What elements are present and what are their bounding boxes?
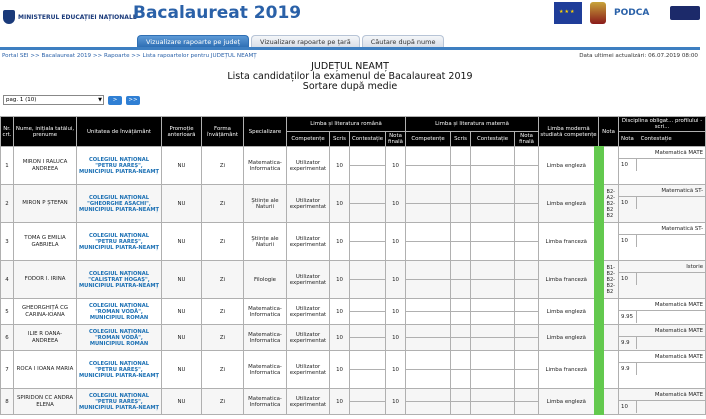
mat-competence bbox=[406, 325, 451, 351]
discipline-grade: 9.95 bbox=[619, 311, 637, 323]
discipline-name: Matematică ST- bbox=[619, 223, 705, 235]
col-modern-language: Limba modernă studiată competențe bbox=[539, 117, 599, 147]
mat-competence bbox=[406, 389, 451, 415]
report-titles bbox=[0, 62, 700, 92]
ro-competence: Utilizator experimentat bbox=[287, 299, 330, 325]
breadcrumb-bar bbox=[0, 50, 700, 61]
ro-competence: Utilizator experimentat bbox=[287, 223, 330, 261]
specialization: Filologie bbox=[244, 261, 287, 299]
mat-competence bbox=[406, 351, 451, 389]
col-discipline: Disciplina obligat... profilului - scri... bbox=[619, 117, 706, 132]
mat-written-grade bbox=[451, 389, 471, 415]
pager bbox=[0, 94, 700, 106]
row-nr: 7 bbox=[1, 351, 14, 389]
discipline-cell bbox=[619, 325, 706, 351]
discipline-grade: 10 bbox=[619, 159, 637, 171]
col-form: Forma învățământ bbox=[202, 117, 244, 147]
last-update: Data ultimei actualizări: 06.07.2019 08:00 bbox=[579, 52, 698, 59]
discipline-grade: 9.9 bbox=[619, 337, 637, 349]
col-disc-subheaders: Nota Contestație bbox=[619, 132, 706, 147]
discipline-name: Matematică MATE bbox=[619, 299, 705, 311]
row-nr: 5 bbox=[1, 299, 14, 325]
previous-promotion: NU bbox=[162, 261, 202, 299]
discipline-name: Matematică MATE bbox=[619, 325, 705, 337]
tab-bar bbox=[0, 36, 700, 50]
results-table-wrap bbox=[0, 116, 704, 419]
candidate-name: ROCA I IOANA MARIA bbox=[14, 351, 77, 389]
ro-final-grade: 10 bbox=[386, 351, 406, 389]
row-nr: 6 bbox=[1, 325, 14, 351]
language-grades bbox=[599, 351, 619, 389]
specialization: Matematica-Informatica bbox=[244, 147, 287, 185]
mat-appeal bbox=[471, 223, 515, 261]
ro-written-grade: 10 bbox=[330, 325, 350, 351]
language-grades bbox=[599, 389, 619, 415]
modern-language: Limba franceză bbox=[539, 261, 599, 299]
modern-language: Limba engleză bbox=[539, 299, 599, 325]
modern-language: Limba engleză bbox=[539, 325, 599, 351]
education-form: Zi bbox=[202, 299, 244, 325]
ro-appeal bbox=[350, 325, 386, 351]
previous-promotion: NU bbox=[162, 389, 202, 415]
ro-appeal bbox=[350, 261, 386, 299]
tab-name-search[interactable]: Căutare după nume bbox=[362, 35, 445, 47]
col-romana: Limba și literatura română bbox=[287, 117, 406, 132]
col-nota: Nota bbox=[599, 117, 619, 147]
col-nr: Nr. crt. bbox=[1, 117, 14, 147]
results-table bbox=[0, 116, 706, 415]
education-form: Zi bbox=[202, 185, 244, 223]
candidate-name: FODOR I. IRINA bbox=[14, 261, 77, 299]
mat-appeal bbox=[471, 147, 515, 185]
discipline-cell bbox=[619, 389, 706, 415]
col-ro-nota-finala: Nota finală bbox=[386, 132, 406, 147]
school-link[interactable]: COLEGIUL NAȚIONAL "ROMAN VODĂ", MUNICIPIUL ROMAN bbox=[77, 325, 162, 351]
modern-language: Limba franceză bbox=[539, 223, 599, 261]
ro-final-grade: 10 bbox=[386, 299, 406, 325]
row-nr: 4 bbox=[1, 261, 14, 299]
ro-final-grade: 10 bbox=[386, 261, 406, 299]
mat-competence bbox=[406, 299, 451, 325]
previous-promotion: NU bbox=[162, 147, 202, 185]
modern-language: Limba engleză bbox=[539, 389, 599, 415]
language-grades bbox=[599, 147, 619, 185]
ro-written-grade: 10 bbox=[330, 185, 350, 223]
school-link[interactable]: COLEGIUL NAȚIONAL "CALISTRAT HOGAȘ", MUNICIPIUL PIATRA-NEAMȚ bbox=[77, 261, 162, 299]
candidate-name: SPIRIDON CC ANDRA ELENA bbox=[14, 389, 77, 415]
mat-final-grade bbox=[515, 389, 539, 415]
language-grades: B2- A2- B2- B2 B2 bbox=[599, 185, 619, 223]
ro-appeal bbox=[350, 185, 386, 223]
tab-county-reports[interactable]: Vizualizare rapoarte pe județ bbox=[137, 35, 249, 47]
specialization: Matematica-Informatica bbox=[244, 325, 287, 351]
previous-promotion: NU bbox=[162, 223, 202, 261]
specialization: Matematica-Informatica bbox=[244, 351, 287, 389]
breadcrumb[interactable]: Portal SEI >> Bacalaureat 2019 >> Rapoarte >> Lista rapoartelor pentru JUDEȚUL NEAMȚ bbox=[2, 52, 257, 59]
col-promo: Promoție anterioară bbox=[162, 117, 202, 147]
county-title: JUDEȚUL NEAMȚ bbox=[311, 61, 389, 72]
discipline-grade: 10 bbox=[619, 273, 637, 285]
fse-logo bbox=[670, 6, 700, 20]
col-ro-competente: Competențe bbox=[287, 132, 330, 147]
mat-written-grade bbox=[451, 351, 471, 389]
specialization: Științe ale Naturii bbox=[244, 185, 287, 223]
ro-final-grade: 10 bbox=[386, 325, 406, 351]
mat-final-grade bbox=[515, 147, 539, 185]
mat-appeal bbox=[471, 389, 515, 415]
mat-written-grade bbox=[451, 261, 471, 299]
education-form: Zi bbox=[202, 261, 244, 299]
discipline-name: Matematică ST- bbox=[619, 185, 705, 197]
table-row bbox=[1, 223, 706, 261]
candidate-name: TOMA G EMILIA GABRIELA bbox=[14, 223, 77, 261]
mat-written-grade bbox=[451, 223, 471, 261]
discipline-grade: 10 bbox=[619, 401, 637, 413]
specialization: Științe ale Naturii bbox=[244, 223, 287, 261]
col-materna: Limba și literatura maternă bbox=[406, 117, 539, 132]
table-row bbox=[1, 389, 706, 415]
discipline-grade: 10 bbox=[619, 235, 637, 247]
ro-written-grade: 10 bbox=[330, 261, 350, 299]
mat-final-grade bbox=[515, 325, 539, 351]
col-mat-competente: Competențe bbox=[406, 132, 451, 147]
partner-logos bbox=[554, 2, 700, 24]
row-nr: 3 bbox=[1, 223, 14, 261]
ro-competence: Utilizator experimentat bbox=[287, 351, 330, 389]
table-row bbox=[1, 299, 706, 325]
mat-final-grade bbox=[515, 351, 539, 389]
mat-written-grade bbox=[451, 299, 471, 325]
col-mat-nota-finala: Nota finală bbox=[515, 132, 539, 147]
discipline-grade: 9.9 bbox=[619, 363, 637, 375]
ro-written-grade: 10 bbox=[330, 147, 350, 185]
ro-appeal bbox=[350, 147, 386, 185]
mat-written-grade bbox=[451, 147, 471, 185]
row-nr: 2 bbox=[1, 185, 14, 223]
ro-written-grade: 10 bbox=[330, 351, 350, 389]
discipline-cell bbox=[619, 299, 706, 325]
ro-competence: Utilizator experimentat bbox=[287, 389, 330, 415]
ro-competence: Utilizator experimentat bbox=[287, 325, 330, 351]
discipline-name: Matematică MATE bbox=[619, 351, 705, 363]
school-link[interactable]: COLEGIUL NAȚIONAL "GHEORGHE ASACHI", MUNICIPIUL PIATRA-NEAMȚ bbox=[77, 185, 162, 223]
candidate-name: ILIE R OANA-ANDREEA bbox=[14, 325, 77, 351]
specialization: Matematica-Informatica bbox=[244, 389, 287, 415]
mat-appeal bbox=[471, 299, 515, 325]
sort-title: Sortare după medie bbox=[302, 81, 398, 92]
specialization: Matematica-Informatica bbox=[244, 299, 287, 325]
eu-flag-icon bbox=[554, 2, 582, 24]
row-nr: 1 bbox=[1, 147, 14, 185]
school-link[interactable]: COLEGIUL NAȚIONAL "PETRU RAREȘ", MUNICIPIUL PIATRA-NEAMȚ bbox=[77, 351, 162, 389]
mat-competence bbox=[406, 147, 451, 185]
mat-final-grade bbox=[515, 299, 539, 325]
school-link[interactable]: COLEGIUL NAȚIONAL "PETRU RAREȘ", MUNICIPIUL PIATRA-NEAMȚ bbox=[77, 223, 162, 261]
candidate-name: MIRON P ȘTEFAN bbox=[14, 185, 77, 223]
mat-appeal bbox=[471, 261, 515, 299]
table-row bbox=[1, 147, 706, 185]
next-page-button[interactable]: > bbox=[108, 96, 122, 105]
education-form: Zi bbox=[202, 325, 244, 351]
ro-appeal bbox=[350, 223, 386, 261]
modern-language: Limba engleză bbox=[539, 185, 599, 223]
mat-written-grade bbox=[451, 325, 471, 351]
discipline-cell bbox=[619, 147, 706, 185]
school-link[interactable]: COLEGIUL NAȚIONAL "PETRU RAREȘ", MUNICIPIUL PIATRA-NEAMȚ bbox=[77, 389, 162, 415]
language-grades bbox=[599, 299, 619, 325]
col-mat-scris: Scris bbox=[451, 132, 471, 147]
discipline-name: Matematică MATE bbox=[619, 389, 705, 401]
ro-competence: Utilizator experimentat bbox=[287, 147, 330, 185]
ministry-crest-icon bbox=[3, 10, 15, 24]
education-form: Zi bbox=[202, 351, 244, 389]
page-select[interactable]: pag. 1 (10) ▼ bbox=[3, 95, 104, 105]
ro-appeal bbox=[350, 299, 386, 325]
col-spec: Specializare bbox=[244, 117, 287, 147]
col-school: Unitatea de învățământ bbox=[77, 117, 162, 147]
ministry-logo[interactable] bbox=[3, 10, 137, 24]
modern-language: Limba engleză bbox=[539, 147, 599, 185]
modern-language: Limba franceză bbox=[539, 351, 599, 389]
language-grades bbox=[599, 223, 619, 261]
education-form: Zi bbox=[202, 223, 244, 261]
list-title: Lista candidaților la examenul de Bacalaureat 2019 bbox=[227, 71, 473, 82]
education-form: Zi bbox=[202, 389, 244, 415]
ro-written-grade: 10 bbox=[330, 223, 350, 261]
candidate-name: MIRON I RALUCA ANDREEA bbox=[14, 147, 77, 185]
row-nr: 8 bbox=[1, 389, 14, 415]
discipline-grade: 10 bbox=[619, 197, 637, 209]
ro-appeal bbox=[350, 351, 386, 389]
mat-final-grade bbox=[515, 261, 539, 299]
education-form: Zi bbox=[202, 147, 244, 185]
mat-appeal bbox=[471, 185, 515, 223]
col-name: Nume, inițiala tatălui, prenume bbox=[14, 117, 77, 147]
site-header bbox=[0, 0, 700, 36]
ro-competence: Utilizator experimentat bbox=[287, 261, 330, 299]
language-grades bbox=[599, 325, 619, 351]
previous-promotion: NU bbox=[162, 299, 202, 325]
language-grades: B1- B2- B2- B2- B2 bbox=[599, 261, 619, 299]
mat-final-grade bbox=[515, 223, 539, 261]
col-ro-contestatie: Contestație bbox=[350, 132, 386, 147]
candidate-name: GHEORGHIȚĂ CG CARINA-IOANA bbox=[14, 299, 77, 325]
mat-competence bbox=[406, 261, 451, 299]
table-row bbox=[1, 185, 706, 223]
mat-final-grade bbox=[515, 185, 539, 223]
ro-competence: Utilizator experimentat bbox=[287, 185, 330, 223]
ro-written-grade: 10 bbox=[330, 299, 350, 325]
page-title[interactable]: Bacalaureat 2019 bbox=[133, 3, 302, 23]
school-link[interactable]: COLEGIUL NAȚIONAL "ROMAN VODĂ", MUNICIPIUL ROMAN bbox=[77, 299, 162, 325]
previous-promotion: NU bbox=[162, 325, 202, 351]
mat-written-grade bbox=[451, 185, 471, 223]
ro-final-grade: 10 bbox=[386, 389, 406, 415]
podca-logo: PODCA bbox=[614, 8, 650, 18]
table-body bbox=[1, 147, 706, 415]
previous-promotion: NU bbox=[162, 185, 202, 223]
ro-written-grade: 10 bbox=[330, 389, 350, 415]
ro-final-grade: 10 bbox=[386, 223, 406, 261]
table-row bbox=[1, 325, 706, 351]
col-mat-contestatie: Contestație bbox=[471, 132, 515, 147]
school-link[interactable]: COLEGIUL NAȚIONAL "PETRU RAREȘ", MUNICIPIUL PIATRA-NEAMȚ bbox=[77, 147, 162, 185]
ministry-name: MINISTERUL EDUCAȚIEI NAȚIONALE bbox=[18, 13, 137, 21]
header-row bbox=[1, 117, 706, 132]
previous-promotion: NU bbox=[162, 351, 202, 389]
ro-appeal bbox=[350, 389, 386, 415]
discipline-cell bbox=[619, 223, 706, 261]
government-crest-icon bbox=[590, 2, 606, 24]
discipline-cell bbox=[619, 261, 706, 299]
mat-competence bbox=[406, 185, 451, 223]
mat-appeal bbox=[471, 351, 515, 389]
discipline-cell bbox=[619, 351, 706, 389]
mat-competence bbox=[406, 223, 451, 261]
last-page-button[interactable]: >> bbox=[126, 96, 140, 105]
mat-appeal bbox=[471, 325, 515, 351]
ro-final-grade: 10 bbox=[386, 185, 406, 223]
table-row bbox=[1, 351, 706, 389]
ro-final-grade: 10 bbox=[386, 147, 406, 185]
col-ro-scris: Scris bbox=[330, 132, 350, 147]
discipline-name: Matematică MATE bbox=[619, 147, 705, 159]
tab-country-reports[interactable]: Vizualizare rapoarte pe țară bbox=[251, 35, 360, 47]
discipline-name: Istorie bbox=[619, 261, 705, 273]
discipline-cell bbox=[619, 185, 706, 223]
table-row bbox=[1, 261, 706, 299]
